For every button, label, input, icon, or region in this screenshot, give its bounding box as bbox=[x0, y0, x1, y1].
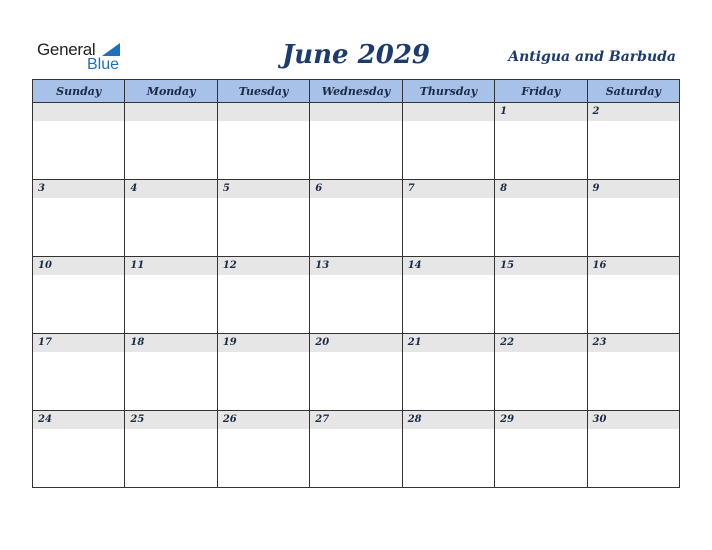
calendar-title: June 2029 bbox=[281, 40, 431, 70]
day-number-band bbox=[310, 334, 401, 352]
day-cell bbox=[587, 180, 679, 257]
day-number: 4 bbox=[130, 183, 138, 194]
day-number-band bbox=[310, 180, 401, 198]
logo-text-blue: Blue bbox=[87, 56, 120, 73]
day-cell bbox=[495, 411, 587, 488]
day-number-band bbox=[33, 334, 124, 352]
weekday-header: Friday bbox=[495, 80, 587, 103]
day-number: 12 bbox=[222, 260, 237, 271]
day-number-band bbox=[125, 334, 216, 352]
day-cell bbox=[125, 257, 217, 334]
weekday-header: Tuesday bbox=[217, 80, 309, 103]
day-cell bbox=[217, 334, 309, 411]
day-cell bbox=[402, 334, 494, 411]
day-cell bbox=[33, 411, 125, 488]
day-number-band bbox=[495, 257, 586, 275]
day-number-band bbox=[403, 334, 494, 352]
day-cell bbox=[125, 334, 217, 411]
day-cell bbox=[125, 180, 217, 257]
day-cell bbox=[33, 180, 125, 257]
day-number-band bbox=[403, 180, 494, 198]
day-number-band bbox=[403, 103, 494, 121]
calendar-grid bbox=[32, 79, 680, 488]
day-number-band bbox=[125, 180, 216, 198]
day-cell bbox=[402, 411, 494, 488]
day-number: 13 bbox=[315, 260, 330, 271]
day-cell bbox=[402, 180, 494, 257]
day-number-band bbox=[33, 257, 124, 275]
logo-triangle-icon bbox=[102, 43, 120, 56]
day-cell bbox=[587, 411, 679, 488]
weekday-header: Saturday bbox=[587, 80, 679, 103]
day-number: 10 bbox=[38, 260, 52, 271]
day-cell bbox=[217, 411, 309, 488]
day-number-band bbox=[588, 411, 679, 429]
day-number-band bbox=[495, 180, 586, 198]
day-cell bbox=[310, 180, 402, 257]
day-cell bbox=[217, 180, 309, 257]
day-cell bbox=[495, 180, 587, 257]
day-cell bbox=[217, 103, 309, 180]
day-number-band bbox=[33, 180, 124, 198]
day-number-band bbox=[218, 257, 309, 275]
day-number: 19 bbox=[222, 337, 237, 348]
day-number: 25 bbox=[130, 414, 145, 425]
day-cell bbox=[125, 411, 217, 488]
week-row bbox=[33, 257, 680, 334]
day-number-band bbox=[310, 257, 401, 275]
day-number-band bbox=[310, 411, 401, 429]
day-number-band bbox=[495, 103, 586, 121]
day-number-band bbox=[218, 180, 309, 198]
day-number: 8 bbox=[500, 183, 508, 194]
day-number: 3 bbox=[38, 183, 45, 194]
day-number: 23 bbox=[592, 337, 607, 348]
day-cell bbox=[495, 103, 587, 180]
day-number-band bbox=[218, 334, 309, 352]
day-number-band bbox=[403, 411, 494, 429]
day-cell bbox=[310, 257, 402, 334]
day-number: 6 bbox=[315, 183, 323, 194]
day-number: 20 bbox=[315, 337, 330, 348]
day-number-band bbox=[588, 334, 679, 352]
day-number-band bbox=[495, 334, 586, 352]
day-number: 21 bbox=[407, 337, 422, 348]
day-cell bbox=[402, 103, 494, 180]
day-cell bbox=[310, 103, 402, 180]
day-cell bbox=[587, 257, 679, 334]
day-number: 22 bbox=[500, 337, 515, 348]
day-number: 1 bbox=[500, 106, 508, 117]
day-cell bbox=[33, 257, 125, 334]
day-number: 30 bbox=[592, 414, 607, 425]
brand-logo bbox=[37, 40, 137, 76]
day-number: 17 bbox=[38, 337, 52, 348]
day-number: 11 bbox=[130, 260, 145, 271]
day-cell bbox=[495, 334, 587, 411]
day-number-band bbox=[125, 103, 216, 121]
day-number: 7 bbox=[407, 183, 415, 194]
day-number: 15 bbox=[500, 260, 515, 271]
day-number: 2 bbox=[592, 106, 600, 117]
day-number-band bbox=[310, 103, 401, 121]
day-number-band bbox=[218, 411, 309, 429]
week-row bbox=[33, 180, 680, 257]
day-number: 28 bbox=[407, 414, 422, 425]
week-row bbox=[33, 103, 680, 180]
day-number-band bbox=[33, 103, 124, 121]
day-cell bbox=[402, 257, 494, 334]
day-number-band bbox=[588, 257, 679, 275]
day-number-band bbox=[33, 411, 124, 429]
day-cell bbox=[310, 411, 402, 488]
day-number-band bbox=[403, 257, 494, 275]
day-cell bbox=[587, 334, 679, 411]
day-number: 26 bbox=[222, 414, 237, 425]
day-cell bbox=[310, 334, 402, 411]
day-number: 29 bbox=[500, 414, 515, 425]
day-number: 9 bbox=[592, 183, 600, 194]
logo-text-general: General bbox=[37, 40, 96, 59]
day-cell bbox=[587, 103, 679, 180]
day-number: 18 bbox=[130, 337, 145, 348]
week-row bbox=[33, 334, 680, 411]
day-number-band bbox=[125, 411, 216, 429]
weekday-header-row bbox=[33, 80, 680, 103]
weekday-header: Monday bbox=[125, 80, 217, 103]
day-number: 24 bbox=[38, 414, 52, 425]
day-cell bbox=[125, 103, 217, 180]
day-cell bbox=[217, 257, 309, 334]
day-number: 5 bbox=[222, 183, 230, 194]
day-number-band bbox=[588, 180, 679, 198]
day-number: 27 bbox=[315, 414, 330, 425]
day-number-band bbox=[125, 257, 216, 275]
week-row bbox=[33, 411, 680, 488]
day-number-band bbox=[218, 103, 309, 121]
day-number-band bbox=[495, 411, 586, 429]
day-cell bbox=[495, 257, 587, 334]
weekday-header: Wednesday bbox=[310, 80, 402, 103]
country-label: Antigua and Barbuda bbox=[508, 49, 676, 65]
day-number-band bbox=[588, 103, 679, 121]
day-number: 14 bbox=[407, 260, 422, 271]
weekday-header: Thursday bbox=[402, 80, 494, 103]
weekday-header: Sunday bbox=[33, 80, 125, 103]
day-number: 16 bbox=[592, 260, 607, 271]
day-cell bbox=[33, 103, 125, 180]
day-cell bbox=[33, 334, 125, 411]
